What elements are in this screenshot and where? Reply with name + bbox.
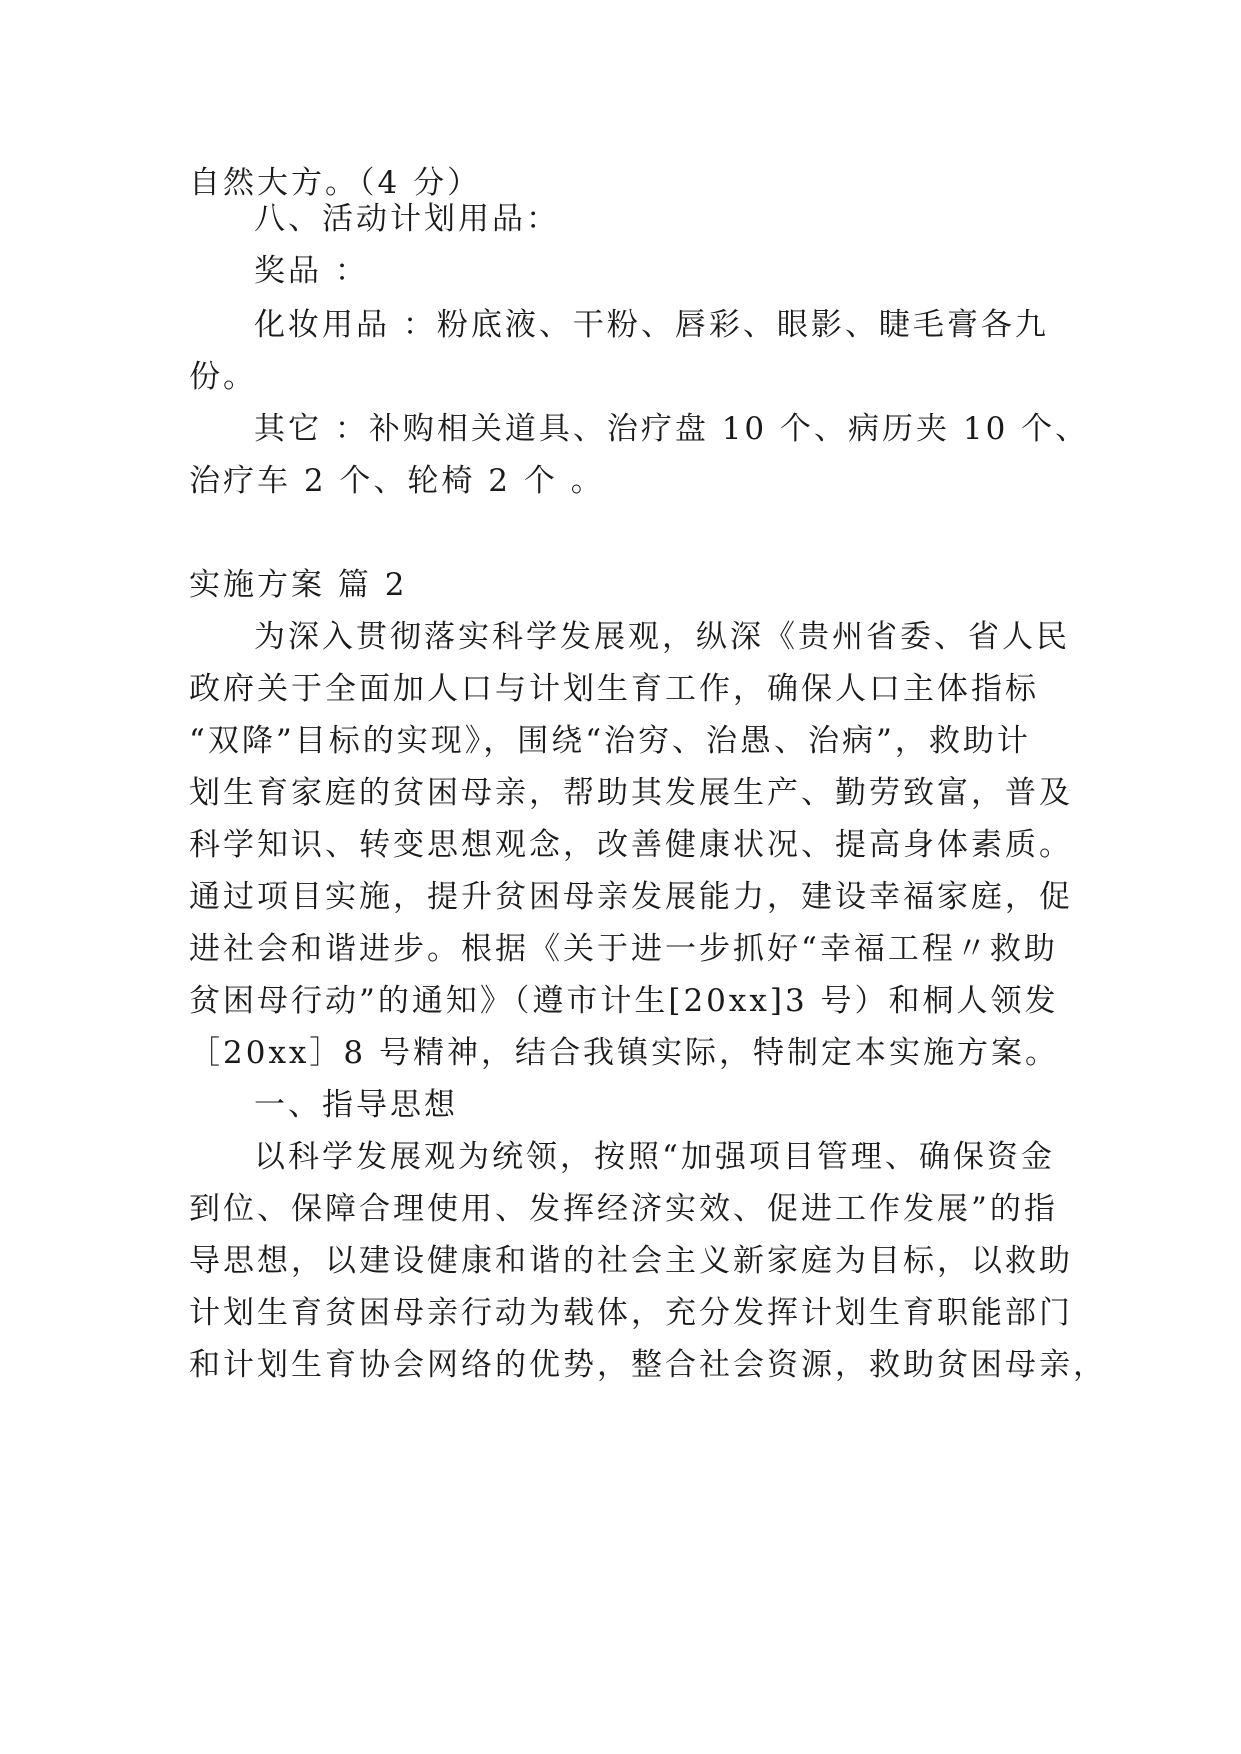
section-heading: 一、指导思想 [254, 1087, 458, 1123]
paragraph-line: “双降”目标的实现》，围绕“治穷、治愚、治病”，救助计 [189, 723, 1031, 759]
paragraph-line: 导思想，以建设健康和谐的社会主义新家庭为目标，以救助 [189, 1243, 1073, 1279]
section-heading: 八、活动计划用品： [254, 201, 560, 237]
paragraph-line: 通过项目实施，提升贫困母亲发展能力，建设幸福家庭，促 [189, 879, 1073, 915]
text-line: 自然大方。（4 分） [189, 165, 482, 201]
paragraph-line: 贫困母行动”的通知》（遵市计生[20xx]3 号）和桐人领发 [189, 983, 1059, 1019]
paragraph-line: 到位、保障合理使用、发挥经济实效、促进工作发展”的指 [189, 1191, 1058, 1227]
paragraph-line: ［20xx］8 号精神，结合我镇实际，特制定本实施方案。 [189, 1035, 1059, 1071]
paragraph-line: 科学知识、转变思想观念，改善健康状况、提高身体素质。 [189, 827, 1073, 863]
text-line: 份。 [189, 359, 257, 395]
text-line: 奖品 ： [254, 253, 369, 289]
paragraph-line: 政府关于全面加人口与计划生育工作，确保人口主体指标 [189, 671, 1039, 707]
paragraph-line: 和计划生育协会网络的优势，整合社会资源，救助贫困母亲， [189, 1347, 1107, 1383]
paragraph-line: 为深入贯彻落实科学发展观，纵深《贵州省委、省人民 [254, 619, 1070, 655]
text-line: 化妆用品 ：粉底液、干粉、唇彩、眼影、睫毛膏各九 [254, 307, 1049, 343]
text-line: 其它 ：补购相关道具、治疗盘 10 个、病历夹 10 个、 [254, 411, 1090, 447]
paragraph-line: 计划生育贫困母亲行动为载体，充分发挥计划生育职能部门 [189, 1295, 1073, 1331]
paragraph-line: 划生育家庭的贫困母亲，帮助其发展生产、勤劳致富，普及 [189, 775, 1073, 811]
section-title: 实施方案 篇 2 [189, 567, 408, 603]
paragraph-line: 进社会和谐进步。根据《关于进一步抓好“幸福工程〃救助 [189, 931, 1058, 967]
text-line: 治疗车 2 个、轮椅 2 个 。 [189, 463, 605, 499]
paragraph-line: 以科学发展观为统领，按照“加强项目管理、确保资金 [254, 1139, 1055, 1175]
